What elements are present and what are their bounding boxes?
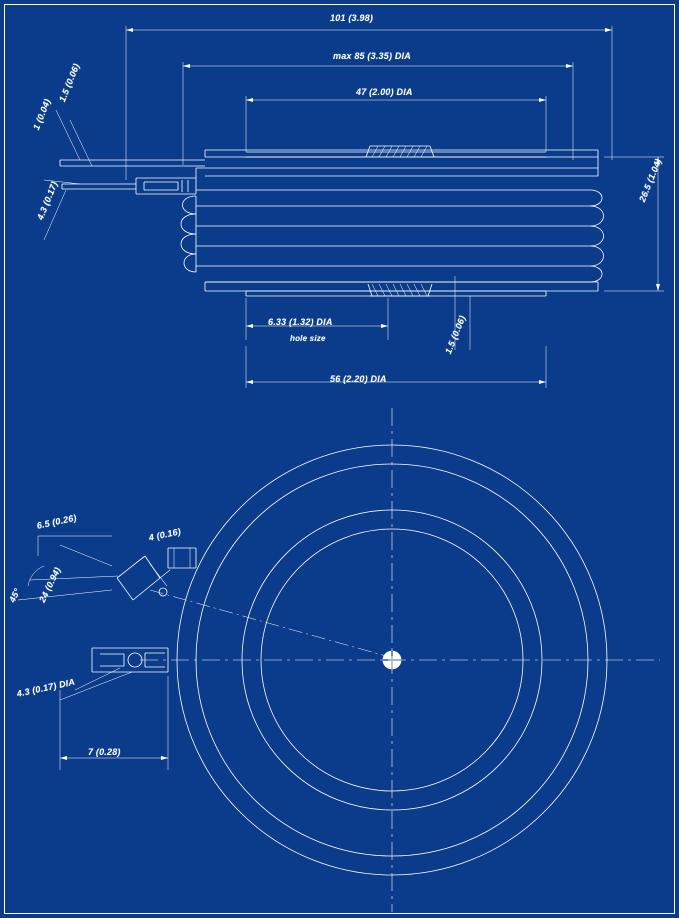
dim-bottom-center: 6.33 (1.32) DIA (268, 317, 333, 327)
dim-plan-b: 4 (0.16) (147, 526, 182, 543)
dim-bottom-right-small: 1.5 (0.06) (443, 314, 468, 356)
dim-left-upper-b: 1.5 (0.06) (57, 62, 82, 104)
dim-plan-width: 7 (0.28) (88, 747, 121, 757)
dim-right-height: 26.5 (1.04) (637, 157, 664, 204)
dim-plan-a: 6.5 (0.26) (35, 512, 78, 531)
dim-bottom-overall: 56 (2.20) DIA (330, 374, 387, 384)
dim-plan-c: 24 (0.94) (37, 565, 63, 604)
dim-bottom-center-note: hole size (290, 334, 326, 343)
dim-top-overall: 101 (3.98) (330, 13, 374, 23)
dim-plan-angle: 45° (7, 586, 23, 604)
dim-top-second: max 85 (3.35) DIA (333, 51, 411, 61)
dim-left-lower: 4.3 (0.17) (35, 180, 60, 222)
dim-top-third: 47 (2.00) DIA (356, 87, 413, 97)
dim-left-upper-a: 1 (0.04) (31, 97, 53, 132)
dim-plan-hole: 4.3 (0.17) DIA (15, 676, 76, 699)
